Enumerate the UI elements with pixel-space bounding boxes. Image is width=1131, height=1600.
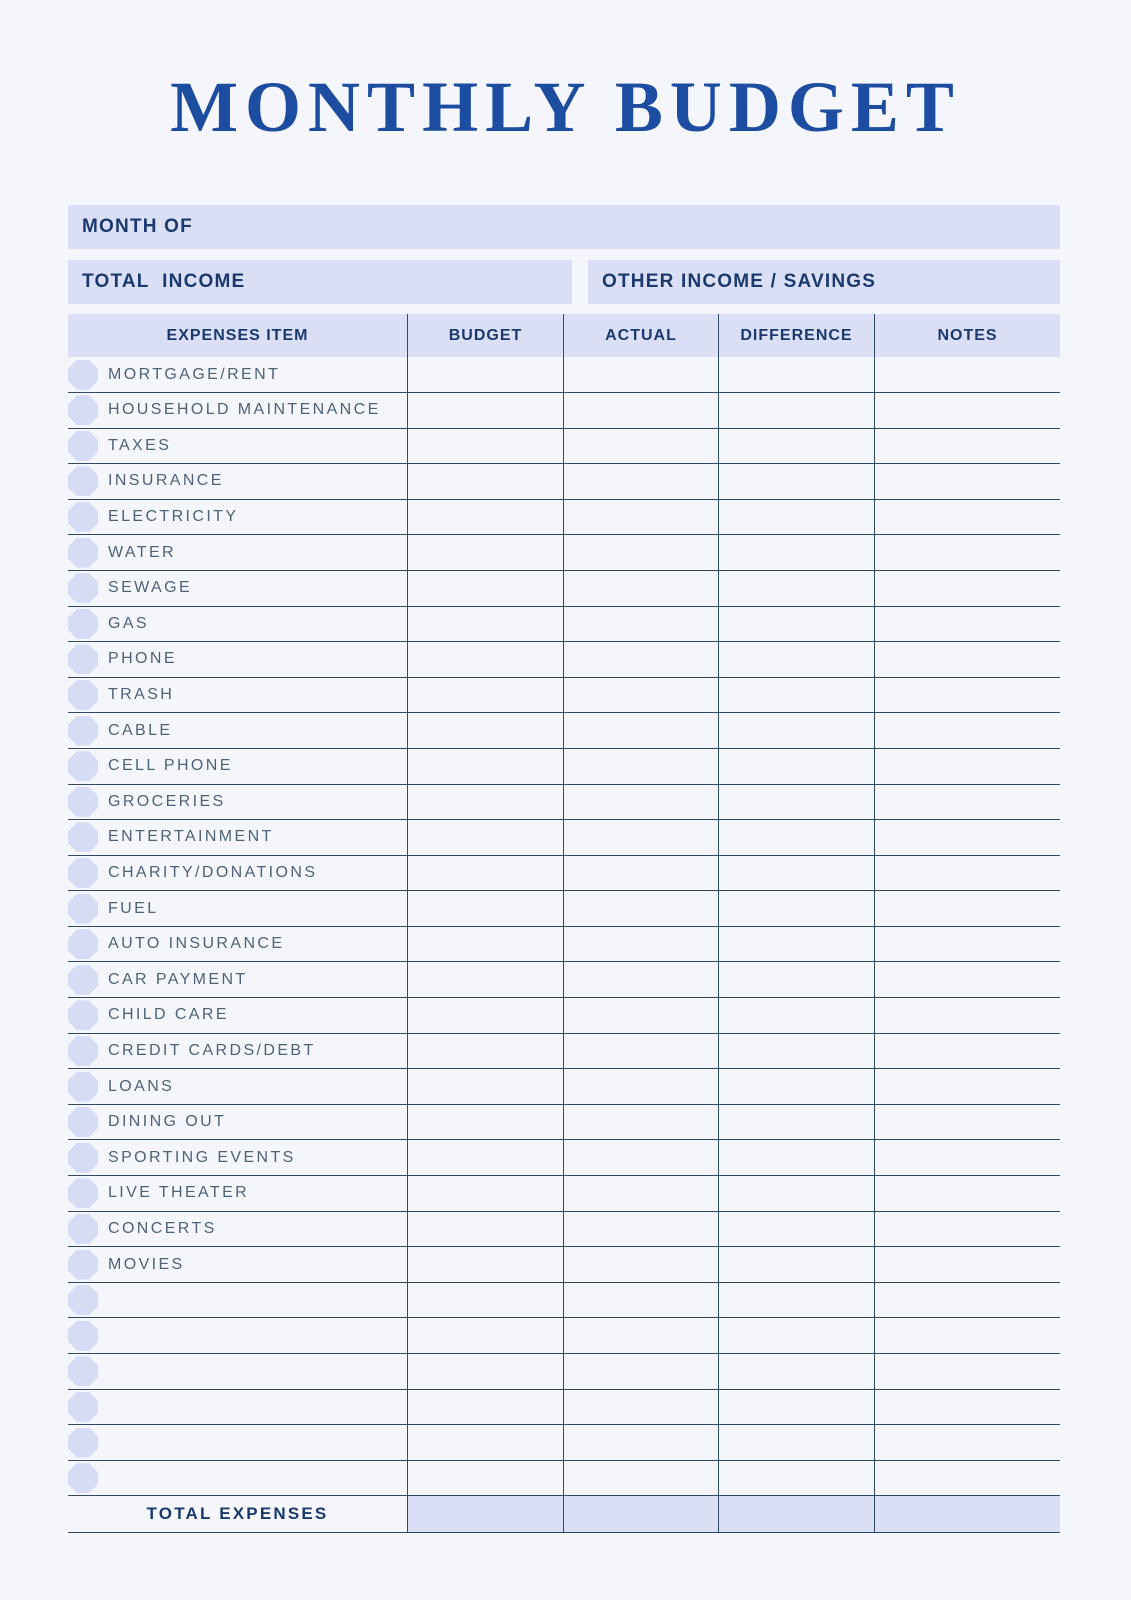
- expense-item-label: FUEL: [108, 899, 159, 917]
- budget-cell[interactable]: [408, 1461, 564, 1496]
- expense-item-cell: [68, 1461, 408, 1496]
- actual-cell[interactable]: [564, 500, 719, 535]
- expense-row: [68, 891, 1060, 927]
- expense-item-label: WATER: [108, 543, 176, 561]
- notes-cell[interactable]: [875, 856, 1060, 891]
- budget-cell[interactable]: [408, 713, 564, 748]
- expense-item-cell: [68, 464, 408, 499]
- total-budget-cell[interactable]: [408, 1496, 564, 1532]
- expense-row: [68, 642, 1060, 678]
- notes-cell[interactable]: [875, 1034, 1060, 1069]
- actual-cell[interactable]: [564, 713, 719, 748]
- header-label: ACTUAL: [605, 326, 677, 344]
- actual-cell[interactable]: [564, 891, 719, 926]
- actual-cell[interactable]: [564, 1176, 719, 1211]
- expense-row: [68, 820, 1060, 856]
- bullet-icon: [68, 822, 98, 852]
- notes-cell[interactable]: [875, 1247, 1060, 1282]
- notes-cell[interactable]: [875, 891, 1060, 926]
- budget-cell[interactable]: [408, 1318, 564, 1353]
- expense-item-cell: [68, 535, 408, 570]
- expense-item-cell: [68, 678, 408, 713]
- notes-cell[interactable]: [875, 1425, 1060, 1460]
- expense-item-label: SPORTING EVENTS: [108, 1148, 296, 1166]
- total-expenses-row: [68, 1496, 1060, 1533]
- bullet-icon: [68, 573, 98, 603]
- budget-cell[interactable]: [408, 393, 564, 428]
- expense-item-cell: [68, 642, 408, 677]
- expense-row: [68, 607, 1060, 643]
- difference-cell[interactable]: [719, 607, 875, 642]
- table-header-row: [68, 314, 1060, 357]
- budget-cell[interactable]: [408, 1425, 564, 1460]
- difference-cell[interactable]: [719, 1461, 875, 1496]
- difference-cell[interactable]: [719, 749, 875, 784]
- expense-row: [68, 1318, 1060, 1354]
- bullet-icon: [68, 1356, 98, 1386]
- actual-cell[interactable]: [564, 607, 719, 642]
- actual-cell[interactable]: [564, 856, 719, 891]
- bullet-icon: [68, 1285, 98, 1315]
- expense-item-label: GROCERIES: [108, 792, 226, 810]
- other-income-label: OTHER INCOME / SAVINGS: [602, 271, 877, 293]
- total-difference-cell[interactable]: [719, 1496, 875, 1532]
- expense-item-label: INSURANCE: [108, 472, 224, 490]
- difference-cell[interactable]: [719, 571, 875, 606]
- expense-item-cell: [68, 1283, 408, 1318]
- other-income-field: [588, 260, 1060, 304]
- actual-cell[interactable]: [564, 927, 719, 962]
- actual-cell[interactable]: [564, 1390, 719, 1425]
- difference-cell[interactable]: [719, 856, 875, 891]
- header-cell-budget: [408, 314, 564, 357]
- expense-item-cell: [68, 927, 408, 962]
- difference-cell[interactable]: [719, 998, 875, 1033]
- budget-cell[interactable]: [408, 749, 564, 784]
- expense-item-label: AUTO INSURANCE: [108, 935, 285, 953]
- difference-cell[interactable]: [719, 393, 875, 428]
- actual-cell[interactable]: [564, 1425, 719, 1460]
- difference-cell[interactable]: [719, 1425, 875, 1460]
- actual-cell[interactable]: [564, 642, 719, 677]
- bullet-icon: [68, 1107, 98, 1137]
- total-expenses-label: TOTAL EXPENSES: [146, 1504, 329, 1524]
- notes-cell[interactable]: [875, 429, 1060, 464]
- actual-cell[interactable]: [564, 429, 719, 464]
- actual-cell[interactable]: [564, 678, 719, 713]
- budget-cell[interactable]: [408, 820, 564, 855]
- expense-item-label: PHONE: [108, 650, 177, 668]
- bullet-icon: [68, 965, 98, 995]
- expense-item-cell: [68, 1176, 408, 1211]
- difference-cell[interactable]: [719, 1176, 875, 1211]
- budget-cell[interactable]: [408, 1212, 564, 1247]
- budget-cell[interactable]: [408, 1390, 564, 1425]
- expense-item-label: CREDIT CARDS/DEBT: [108, 1041, 316, 1059]
- actual-cell[interactable]: [564, 1354, 719, 1389]
- expense-item-label: TAXES: [108, 436, 172, 454]
- expense-item-label: HOUSEHOLD MAINTENANCE: [108, 401, 381, 419]
- header-cell-difference: [719, 314, 875, 357]
- actual-cell[interactable]: [564, 1069, 719, 1104]
- expense-row: [68, 713, 1060, 749]
- difference-cell[interactable]: [719, 1247, 875, 1282]
- expense-item-cell: [68, 713, 408, 748]
- expense-item-cell: [68, 1390, 408, 1425]
- expense-item-label: CELL PHONE: [108, 757, 233, 775]
- budget-cell[interactable]: [408, 962, 564, 997]
- expense-item-cell: [68, 1354, 408, 1389]
- total-notes-cell[interactable]: [875, 1496, 1060, 1532]
- actual-cell[interactable]: [564, 1105, 719, 1140]
- expense-row: [68, 571, 1060, 607]
- budget-cell[interactable]: [408, 891, 564, 926]
- budget-cell[interactable]: [408, 357, 564, 392]
- expense-row: [68, 1461, 1060, 1497]
- bullet-icon: [68, 538, 98, 568]
- expense-item-cell: [68, 429, 408, 464]
- bullet-icon: [68, 894, 98, 924]
- bullet-icon: [68, 609, 98, 639]
- expense-row: [68, 998, 1060, 1034]
- actual-cell[interactable]: [564, 1283, 719, 1318]
- expense-item-cell: [68, 1105, 408, 1140]
- expense-row: [68, 1425, 1060, 1461]
- notes-cell[interactable]: [875, 1318, 1060, 1353]
- expense-item-label: CHARITY/DONATIONS: [108, 864, 318, 881]
- expense-row: [68, 962, 1060, 998]
- header-label: EXPENSES ITEM: [166, 326, 309, 344]
- total-income-field: [68, 260, 572, 304]
- total-income-input[interactable]: [245, 260, 558, 304]
- difference-cell[interactable]: [719, 1354, 875, 1389]
- notes-cell[interactable]: [875, 1461, 1060, 1496]
- difference-cell[interactable]: [719, 1105, 875, 1140]
- difference-cell[interactable]: [719, 1034, 875, 1069]
- expense-row: [68, 1176, 1060, 1212]
- expense-row: [68, 357, 1060, 393]
- expense-item-cell: [68, 962, 408, 997]
- expense-row: [68, 500, 1060, 536]
- difference-cell[interactable]: [719, 1212, 875, 1247]
- expense-item-label: CHILD CARE: [108, 1006, 229, 1024]
- bullet-icon: [68, 1000, 98, 1030]
- bullet-icon: [68, 644, 98, 674]
- difference-cell[interactable]: [719, 1283, 875, 1318]
- header-label: DIFFERENCE: [740, 326, 853, 344]
- bullet-icon: [68, 1392, 98, 1422]
- expense-item-cell: [68, 785, 408, 820]
- bullet-icon: [68, 466, 98, 496]
- difference-cell[interactable]: [719, 1390, 875, 1425]
- budget-cell[interactable]: [408, 464, 564, 499]
- header-cell-actual: [564, 314, 719, 357]
- actual-cell[interactable]: [564, 785, 719, 820]
- notes-cell[interactable]: [875, 642, 1060, 677]
- budget-cell[interactable]: [408, 1034, 564, 1069]
- budget-cell[interactable]: [408, 1069, 564, 1104]
- difference-cell[interactable]: [719, 1318, 875, 1353]
- difference-cell[interactable]: [719, 713, 875, 748]
- notes-cell[interactable]: [875, 1105, 1060, 1140]
- actual-cell[interactable]: [564, 1034, 719, 1069]
- notes-cell[interactable]: [875, 607, 1060, 642]
- difference-cell[interactable]: [719, 820, 875, 855]
- difference-cell[interactable]: [719, 785, 875, 820]
- bullet-icon: [68, 1036, 98, 1066]
- bullet-icon: [68, 502, 98, 532]
- header-cell-notes: [875, 314, 1060, 357]
- bullet-icon: [68, 858, 98, 888]
- budget-cell[interactable]: [408, 500, 564, 535]
- budget-cell[interactable]: [408, 927, 564, 962]
- actual-cell[interactable]: [564, 1461, 719, 1496]
- notes-cell[interactable]: [875, 1283, 1060, 1318]
- expense-item-label: CAR PAYMENT: [108, 970, 248, 988]
- page-title: MONTHLY BUDGET: [170, 67, 961, 147]
- budget-cell[interactable]: [408, 1176, 564, 1211]
- expense-item-cell: [68, 891, 408, 926]
- bullet-icon: [68, 929, 98, 959]
- budget-cell[interactable]: [408, 571, 564, 606]
- notes-cell[interactable]: [875, 749, 1060, 784]
- expense-row: [68, 749, 1060, 785]
- budget-cell[interactable]: [408, 856, 564, 891]
- expense-item-label: CABLE: [108, 721, 173, 739]
- expense-item-label: MOVIES: [108, 1255, 185, 1273]
- budget-cell[interactable]: [408, 998, 564, 1033]
- income-row: [68, 260, 1060, 304]
- bullet-icon: [68, 1321, 98, 1351]
- header-label: NOTES: [937, 326, 998, 344]
- expense-item-cell: [68, 1247, 408, 1282]
- bullet-icon: [68, 751, 98, 781]
- expense-row: [68, 1069, 1060, 1105]
- total-expenses-label-cell: [68, 1496, 408, 1532]
- budget-cell[interactable]: [408, 429, 564, 464]
- expense-row: [68, 535, 1060, 571]
- expense-item-label: CONCERTS: [108, 1219, 217, 1237]
- expense-row: [68, 927, 1060, 963]
- actual-cell[interactable]: [564, 535, 719, 570]
- difference-cell[interactable]: [719, 535, 875, 570]
- expense-item-cell: [68, 500, 408, 535]
- expense-item-label: GAS: [108, 614, 149, 632]
- actual-cell[interactable]: [564, 571, 719, 606]
- expense-item-cell: [68, 1318, 408, 1353]
- budget-cell[interactable]: [408, 535, 564, 570]
- bullet-icon: [68, 1250, 98, 1280]
- notes-cell[interactable]: [875, 713, 1060, 748]
- difference-cell[interactable]: [719, 1140, 875, 1175]
- notes-cell[interactable]: [875, 500, 1060, 535]
- actual-cell[interactable]: [564, 1140, 719, 1175]
- bullet-icon: [68, 395, 98, 425]
- difference-cell[interactable]: [719, 891, 875, 926]
- budget-cell[interactable]: [408, 607, 564, 642]
- month-of-input[interactable]: [193, 205, 1046, 249]
- bullet-icon: [68, 1072, 98, 1102]
- bullet-icon: [68, 360, 98, 390]
- difference-cell[interactable]: [719, 1069, 875, 1104]
- difference-cell[interactable]: [719, 642, 875, 677]
- notes-cell[interactable]: [875, 1212, 1060, 1247]
- budget-cell[interactable]: [408, 785, 564, 820]
- notes-cell[interactable]: [875, 535, 1060, 570]
- difference-cell[interactable]: [719, 464, 875, 499]
- expense-item-label: LOANS: [108, 1077, 175, 1095]
- budget-cell[interactable]: [408, 678, 564, 713]
- expense-item-cell: [68, 1069, 408, 1104]
- notes-cell[interactable]: [875, 464, 1060, 499]
- expense-item-label: LIVE THEATER: [108, 1184, 250, 1202]
- notes-cell[interactable]: [875, 785, 1060, 820]
- bullet-icon: [68, 1178, 98, 1208]
- actual-cell[interactable]: [564, 464, 719, 499]
- month-of-label: MONTH OF: [82, 216, 193, 238]
- expense-item-label: ELECTRICITY: [108, 508, 239, 526]
- expense-row: [68, 464, 1060, 500]
- expense-item-label: MORTGAGE/RENT: [108, 365, 281, 383]
- expense-row: [68, 1390, 1060, 1426]
- bullet-icon: [68, 716, 98, 746]
- expense-row: [68, 429, 1060, 465]
- expense-row: [68, 785, 1060, 821]
- expense-row: [68, 678, 1060, 714]
- actual-cell[interactable]: [564, 962, 719, 997]
- other-income-input[interactable]: [876, 260, 1046, 304]
- actual-cell[interactable]: [564, 749, 719, 784]
- bullet-icon: [68, 680, 98, 710]
- expense-row: [68, 393, 1060, 429]
- header-label: BUDGET: [448, 326, 523, 344]
- expense-item-cell: [68, 820, 408, 855]
- actual-cell[interactable]: [564, 1212, 719, 1247]
- expense-item-cell: [68, 571, 408, 606]
- bullet-icon: [68, 787, 98, 817]
- expense-row: [68, 1212, 1060, 1248]
- difference-cell[interactable]: [719, 962, 875, 997]
- expense-item-label: ENTERTAINMENT: [108, 828, 274, 846]
- notes-cell[interactable]: [875, 1176, 1060, 1211]
- notes-cell[interactable]: [875, 571, 1060, 606]
- budget-cell[interactable]: [408, 1247, 564, 1282]
- expense-row: [68, 1034, 1060, 1070]
- notes-cell[interactable]: [875, 1140, 1060, 1175]
- difference-cell[interactable]: [719, 500, 875, 535]
- expense-item-cell: [68, 1034, 408, 1069]
- expense-row: [68, 1283, 1060, 1319]
- actual-cell[interactable]: [564, 1318, 719, 1353]
- budget-cell[interactable]: [408, 1354, 564, 1389]
- notes-cell[interactable]: [875, 962, 1060, 997]
- month-of-field: [68, 205, 1060, 249]
- expense-item-cell: [68, 1425, 408, 1460]
- difference-cell[interactable]: [719, 429, 875, 464]
- expense-item-cell: [68, 357, 408, 392]
- expense-row: [68, 856, 1060, 892]
- difference-cell[interactable]: [719, 678, 875, 713]
- budget-cell[interactable]: [408, 1105, 564, 1140]
- bullet-icon: [68, 1463, 98, 1493]
- total-income-label: TOTAL INCOME: [82, 271, 246, 293]
- total-actual-cell[interactable]: [564, 1496, 719, 1532]
- notes-cell[interactable]: [875, 393, 1060, 428]
- notes-cell[interactable]: [875, 927, 1060, 962]
- expense-row: [68, 1140, 1060, 1176]
- expense-item-cell: [68, 856, 408, 891]
- expense-rows: [68, 357, 1060, 1496]
- actual-cell[interactable]: [564, 998, 719, 1033]
- notes-cell[interactable]: [875, 820, 1060, 855]
- difference-cell[interactable]: [719, 927, 875, 962]
- notes-cell[interactable]: [875, 678, 1060, 713]
- expense-item-cell: [68, 393, 408, 428]
- header-cell-expenses-item: [68, 314, 408, 357]
- expense-item-cell: [68, 1212, 408, 1247]
- notes-cell[interactable]: [875, 1354, 1060, 1389]
- expense-row: [68, 1105, 1060, 1141]
- notes-cell[interactable]: [875, 1069, 1060, 1104]
- notes-cell[interactable]: [875, 1390, 1060, 1425]
- difference-cell[interactable]: [719, 357, 875, 392]
- expense-item-cell: [68, 1140, 408, 1175]
- bullet-icon: [68, 431, 98, 461]
- expenses-table: [68, 314, 1060, 1533]
- bullet-icon: [68, 1214, 98, 1244]
- budget-cell[interactable]: [408, 1283, 564, 1318]
- expense-item-label: SEWAGE: [108, 579, 193, 597]
- expense-item-cell: [68, 998, 408, 1033]
- expense-item-cell: [68, 749, 408, 784]
- actual-cell[interactable]: [564, 1247, 719, 1282]
- expense-row: [68, 1247, 1060, 1283]
- notes-cell[interactable]: [875, 357, 1060, 392]
- bullet-icon: [68, 1143, 98, 1173]
- actual-cell[interactable]: [564, 820, 719, 855]
- budget-cell[interactable]: [408, 642, 564, 677]
- budget-cell[interactable]: [408, 1140, 564, 1175]
- actual-cell[interactable]: [564, 357, 719, 392]
- actual-cell[interactable]: [564, 393, 719, 428]
- expense-item-label: TRASH: [108, 686, 175, 704]
- expense-item-cell: [68, 607, 408, 642]
- expense-row: [68, 1354, 1060, 1390]
- notes-cell[interactable]: [875, 998, 1060, 1033]
- bullet-icon: [68, 1428, 98, 1458]
- expense-item-label: DINING OUT: [108, 1113, 227, 1131]
